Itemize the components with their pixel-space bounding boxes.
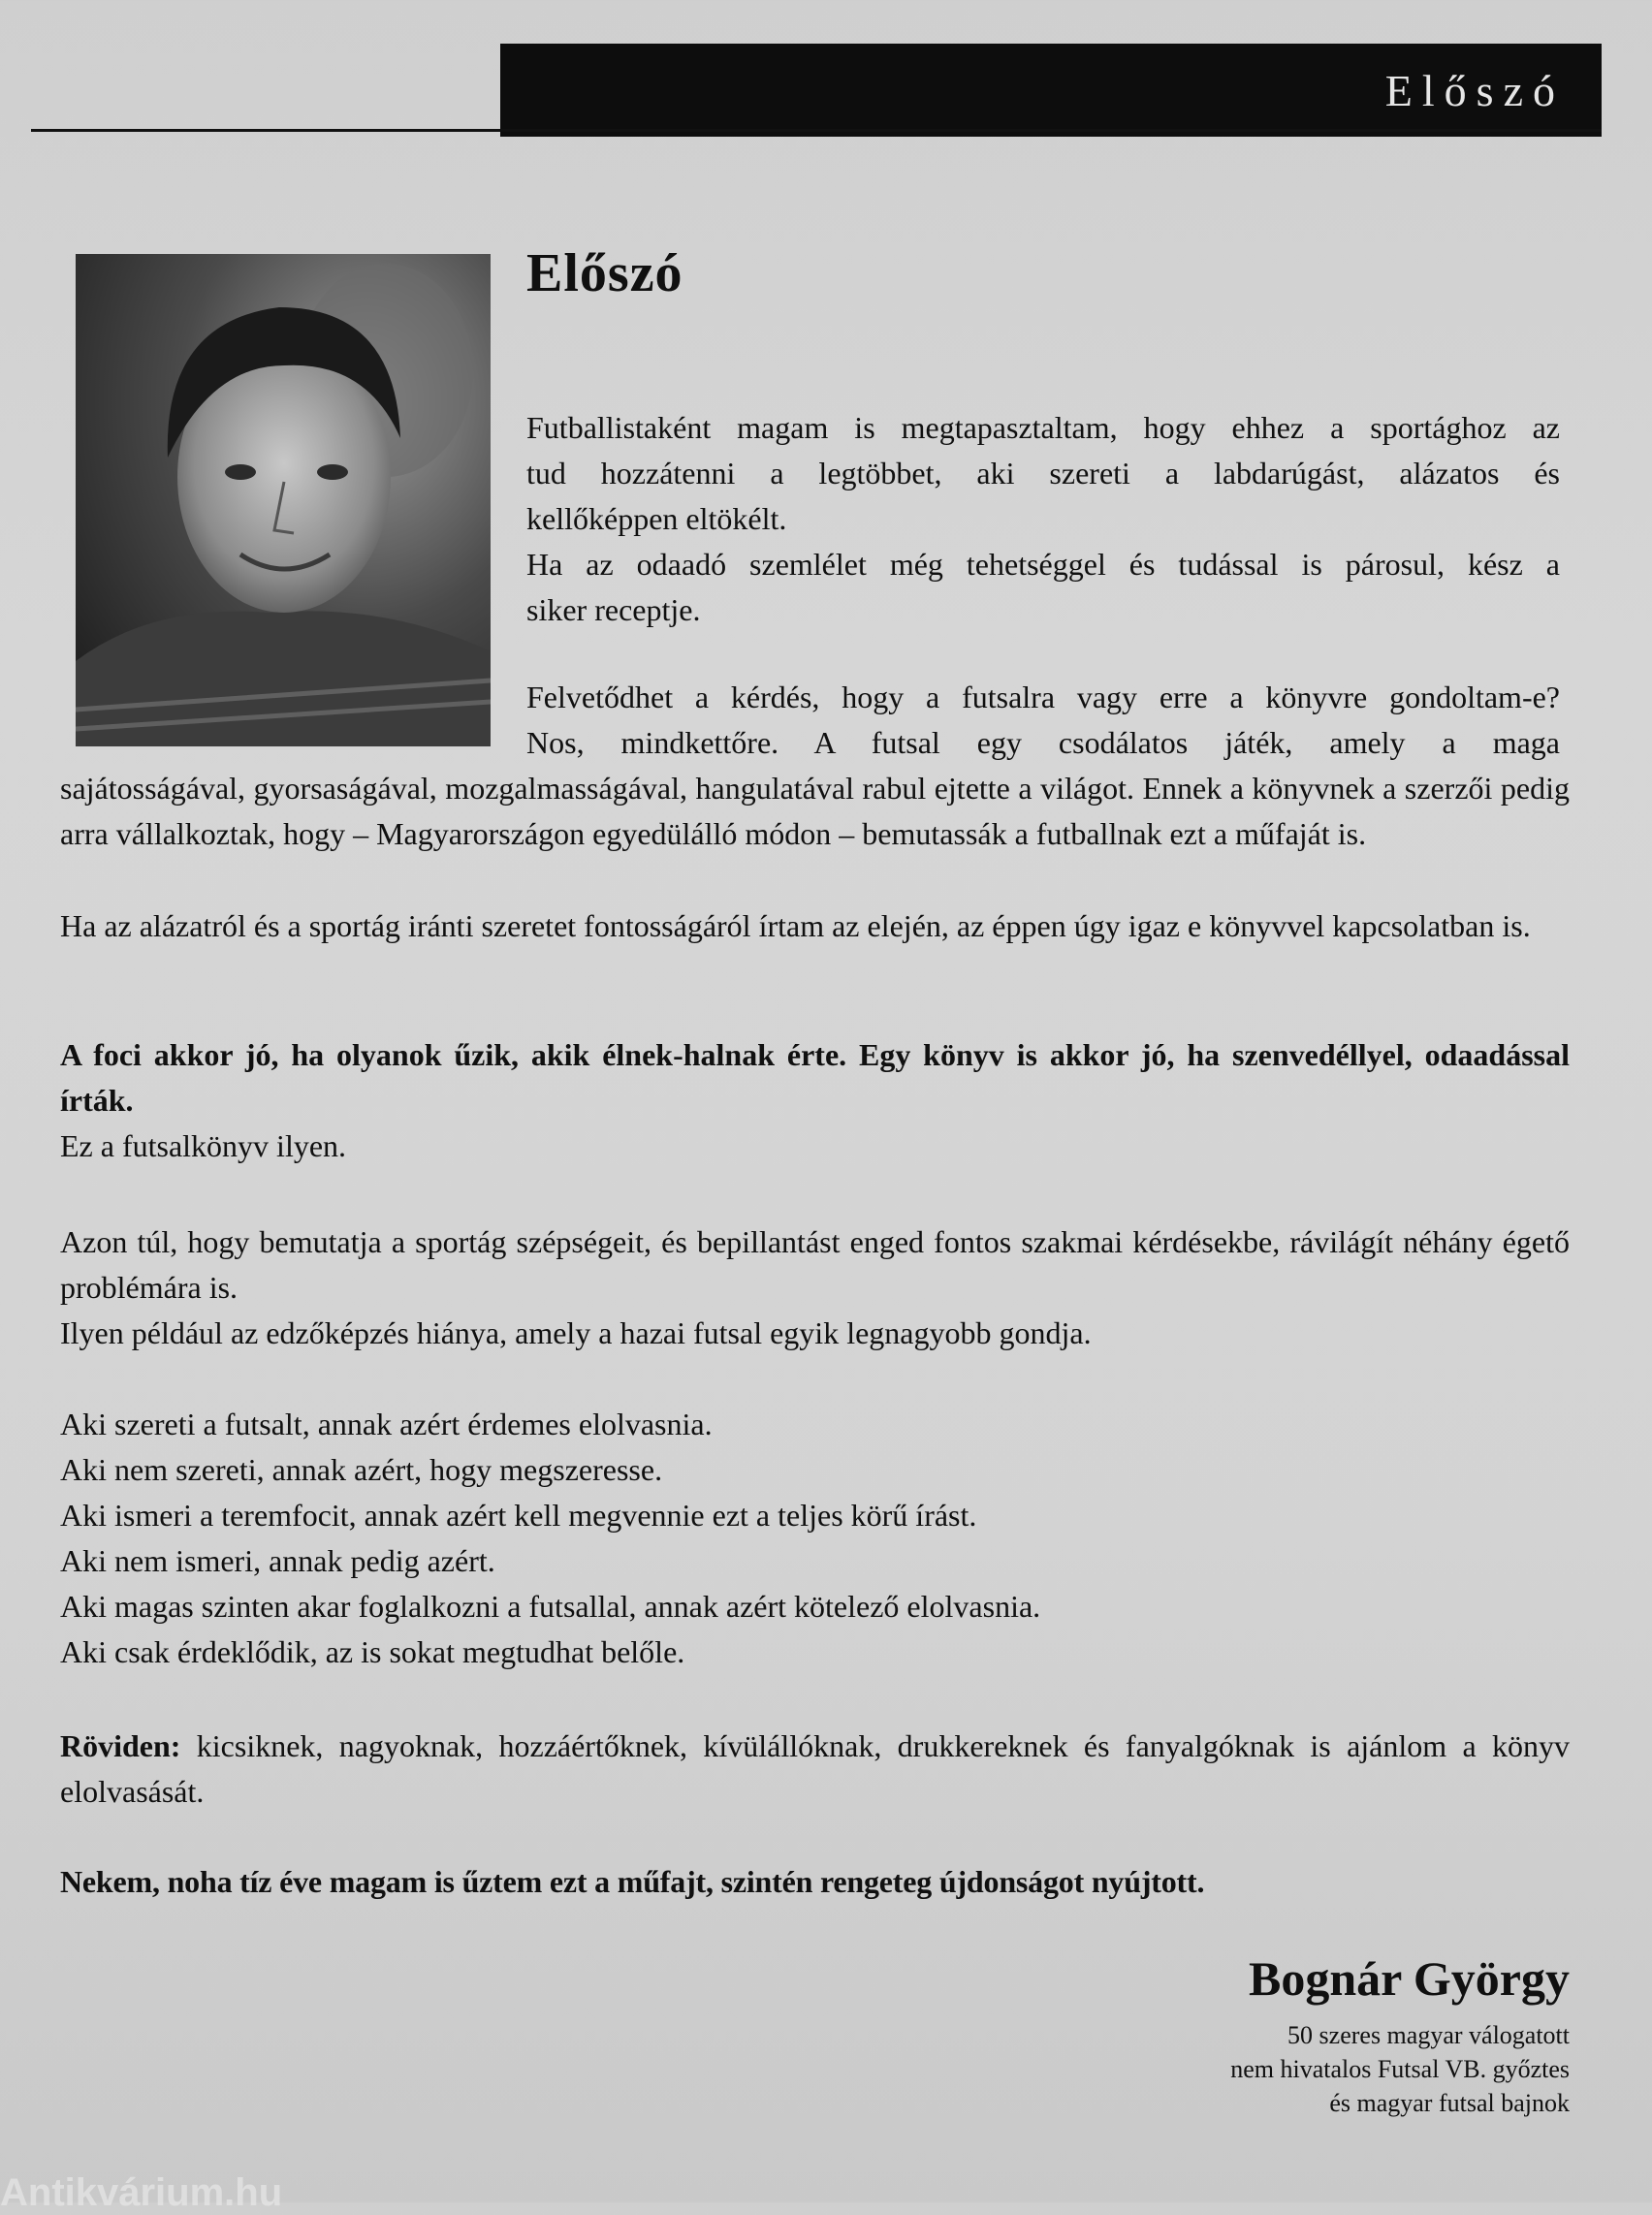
- reader-list: [60, 1402, 1570, 1675]
- paragraph-6: [60, 1219, 1570, 1356]
- paragraph-7-text: Ilyen például az edzőképzés hiánya, amely a hazai futsal egyik legnagyobb gondja.: [60, 1315, 1092, 1350]
- author-name: Bognár György: [1248, 1951, 1570, 2006]
- paragraph-1-line-2: tud hozzátenni a legtöbbet, aki szereti a labdarúgást, alázatos és: [526, 456, 1560, 490]
- paragraph-1-line-1: Futballistaként magam is megtapasztaltam, hogy ehhez a sportághoz az: [526, 410, 1560, 445]
- list-item: Aki szereti a futsalt, annak azért érdemes elolvasnia.: [60, 1407, 713, 1441]
- author-portrait-image: [76, 254, 491, 746]
- paragraph-3-line-2: Nos, mindkettőre. A futsal egy csodálatos játék, amely a maga: [526, 725, 1560, 760]
- header-rule: [31, 129, 1602, 132]
- paragraph-5-bold: A foci akkor jó, ha olyanok űzik, akik élnek-halnak érte. Egy könyv is akkor jó, ha szenvedéllyel, odaadással írták.: [60, 1037, 1570, 1118]
- author-photo: [76, 254, 491, 746]
- article-title: Előszó: [526, 243, 683, 303]
- paragraph-1: [526, 405, 1560, 633]
- section-header-title: Előszó: [1384, 65, 1565, 115]
- author-credential-2: nem hivatalos Futsal VB. győztes: [1230, 2055, 1570, 2083]
- list-item: Aki nem szereti, annak azért, hogy megszeresse.: [60, 1452, 663, 1487]
- list-item: Aki ismeri a teremfocit, annak azért kell megvennie ezt a teljes körű írást.: [60, 1498, 977, 1533]
- author-credential-1: 50 szeres magyar válogatott: [1287, 2021, 1570, 2049]
- paragraph-1-line-3: kellőképpen eltökélt.: [526, 501, 787, 536]
- paragraph-5-plain: Ez a futsalkönyv ilyen.: [60, 1128, 347, 1163]
- paragraph-6-text: Azon túl, hogy bemutatja a sportág szépségeit, és bepillantást enged fontos szakmai kérdésekbe, rávilágít néhány égető problémára is.: [60, 1224, 1570, 1305]
- paragraph-5: [60, 1032, 1570, 1169]
- paragraph-3-line-1: Felvetődhet a kérdés, hogy a futsalra vagy erre a könyvre gondoltam-e?: [526, 680, 1560, 714]
- list-item: Aki csak érdeklődik, az is sokat megtudhat belőle.: [60, 1634, 685, 1669]
- closing-statement: Nekem, noha tíz éve magam is űztem ezt a műfajt, szintén rengeteg újdonságot nyújtott.: [60, 1864, 1205, 1899]
- summary-text: kicsiknek, nagyoknak, hozzáértőknek, kívülállóknak, drukkereknek és fanyalgóknak is ajánlom a könyv elolvasását.: [60, 1728, 1570, 1809]
- author-credential-3: és magyar futsal bajnok: [1329, 2089, 1570, 2117]
- author-credentials: [1230, 2018, 1570, 2120]
- paragraph-3-intro: [526, 675, 1560, 766]
- paragraph-3-rest: sajátosságával, gyorsaságával, mozgalmasságával, hangulatával rabul ejtette a világot. Ennek a könyvnek a szerzői pedig arra vállalkoztak, hogy – Magyarországon egyedülálló módon – bemutassák a futballnak ezt a műfaját is.: [60, 771, 1570, 851]
- paragraph-4: Ha az alázatról és a sportág iránti szeretet fontosságáról írtam az elején, az éppen úgy igaz e könyvvel kapcsolatban is.: [60, 908, 1531, 943]
- paragraph-2-line-2: siker receptje.: [526, 592, 701, 627]
- summary-paragraph: [60, 1724, 1570, 1815]
- paragraph-2-line-1: Ha az odaadó szemlélet még tehetséggel és tudással is párosul, kész a: [526, 547, 1560, 582]
- summary-label: Röviden:: [60, 1728, 181, 1763]
- section-header-bar: [500, 44, 1602, 137]
- list-item: Aki magas szinten akar foglalkozni a futsallal, annak azért kötelező elolvasnia.: [60, 1589, 1041, 1624]
- list-item: Aki nem ismeri, annak pedig azért.: [60, 1543, 495, 1578]
- watermark: Antikvárium.hu: [0, 2171, 283, 2214]
